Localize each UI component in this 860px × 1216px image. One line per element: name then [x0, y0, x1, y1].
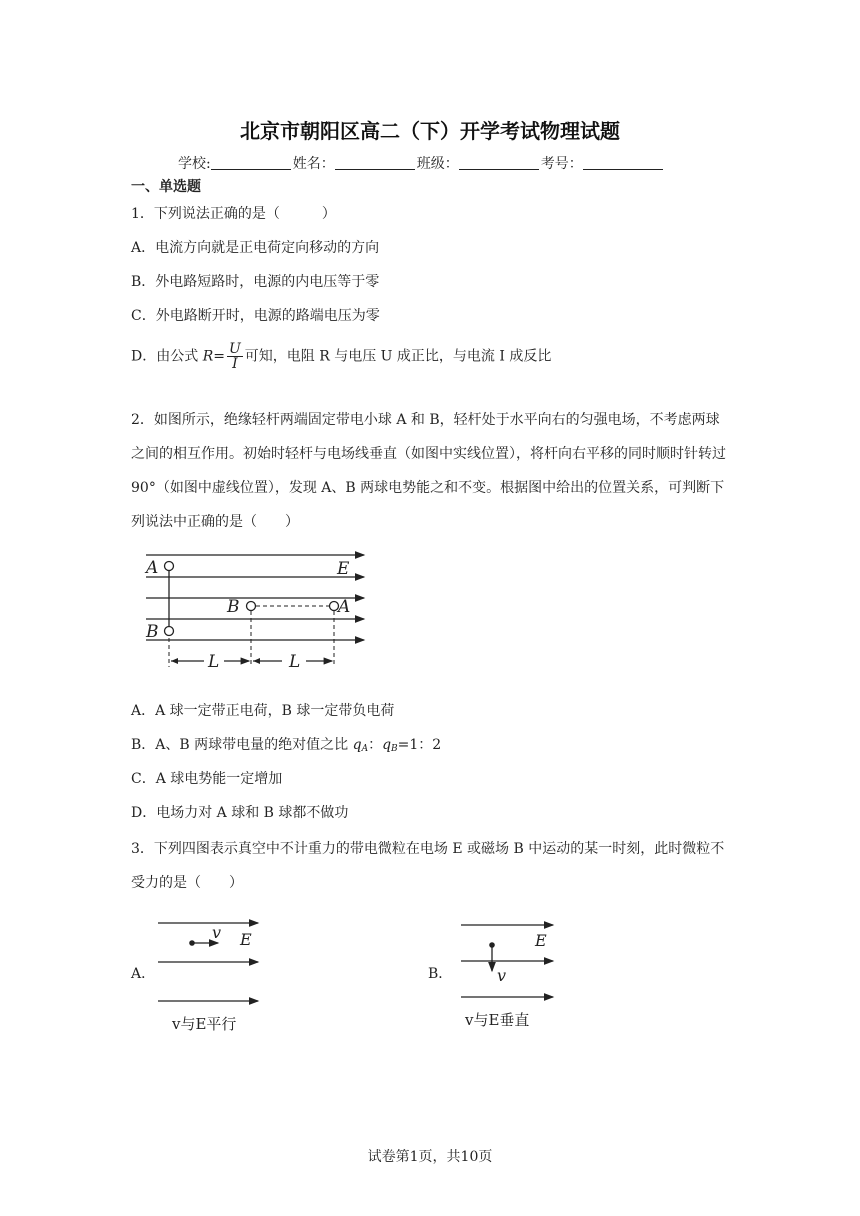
number-blank — [583, 155, 663, 170]
fig-b-e-label: E — [535, 931, 547, 950]
label-a-final: A — [338, 597, 351, 617]
q3-option-b-label: B． — [428, 966, 453, 982]
q3-option-a-label: A． — [131, 966, 156, 982]
fig-a-particle — [189, 940, 195, 946]
ball-a-initial — [165, 562, 174, 571]
q1-option-b: B．外电路短路时，电源的内电压等于零 — [131, 274, 380, 290]
q2-option-a: A．A 球一定带正电荷，B 球一定带负电荷 — [131, 703, 395, 719]
fig-a-e-label: E — [240, 930, 252, 949]
page-title: 北京市朝阳区高二（下）开学考试物理试题 — [240, 119, 620, 143]
q2-b-qb-sub: B — [391, 744, 398, 754]
label-a-initial: A — [146, 558, 159, 578]
dim-arrowhead-2 — [253, 658, 260, 664]
page-footer: 试卷第1页，共10页 — [367, 1149, 493, 1165]
class-label: 班级： — [416, 156, 459, 172]
formula-r: R — [202, 348, 214, 365]
q3-figure-b — [455, 915, 575, 1037]
fig-a-v-label: v — [212, 923, 222, 942]
student-info-line — [178, 153, 665, 173]
q2-option-d: D．电场力对 A 球和 B 球都不做功 — [131, 805, 349, 821]
q1-option-c: C．外电路断开时，电源的路端电压为零 — [131, 308, 380, 324]
dim-arrowhead-1 — [171, 658, 178, 664]
formula-denominator: I — [232, 356, 238, 372]
fig-b-v-label: v — [497, 966, 507, 985]
school-blank — [211, 155, 291, 170]
class-blank — [459, 155, 539, 170]
fig-b-particle — [489, 942, 495, 948]
section-heading: 一、单选题 — [131, 179, 201, 195]
label-b-initial: B — [146, 622, 159, 642]
q1-stem: 1．下列说法正确的是（ ） — [131, 206, 336, 222]
q2-b-suffix: =1：2 — [397, 737, 442, 753]
fig-b-caption: v与E垂直 — [465, 1011, 530, 1029]
q2-stem: 2．如图所示，绝缘轻杆两端固定带电小球 A 和 B，轻杆处于水平向右的匀强电场，不考虑两球之间的相互作用。初始时轻杆与电场线垂直（如图中实线位置），将杆向右平移的同时顺时针转过 90°（如图中虚线位置），发现 A、B 两球电势能之和不变。根据图中给出的位置关系，可判断下列说法中正确的是（ ） — [131, 412, 726, 530]
q3-figure-a — [152, 915, 272, 1037]
q1-d-suffix: 可知，电阻 R 与电压 U 成正比，与电流 I 成反比 — [244, 348, 552, 365]
q1-d-prefix: D．由公式 — [131, 348, 199, 365]
school-label: 学校: — [178, 156, 211, 172]
q3-stem: 3．下列四图表示真空中不计重力的带电微粒在电场 E 或磁场 B 中运动的某一时刻，此时微粒不受力的是（ ） — [131, 841, 725, 891]
ball-b-initial — [165, 627, 174, 636]
q2-option-b — [131, 734, 441, 754]
q2-b-prefix: B．A、B 两球带电量的绝对值之比 — [131, 737, 353, 753]
fig-a-caption: v与E平行 — [172, 1015, 237, 1033]
q2-b-qa-sub: A — [361, 744, 369, 754]
q2-b-sep: ： — [368, 737, 383, 753]
q1-option-d — [131, 342, 551, 371]
q2-b-qa: q — [352, 737, 362, 753]
name-label: 姓名： — [292, 156, 335, 172]
q2-option-c: C．A 球电势能一定增加 — [131, 771, 283, 787]
q1-option-a: A．电流方向就是正电荷定向移动的方向 — [131, 240, 380, 256]
formula-numerator: U — [228, 341, 241, 357]
name-blank — [335, 155, 415, 170]
label-e: E — [337, 559, 350, 579]
number-label: 考号： — [540, 156, 583, 172]
ball-b-final — [247, 602, 256, 611]
q2-b-qb: q — [382, 737, 392, 753]
q2-figure — [140, 545, 372, 675]
formula-fraction — [227, 342, 243, 371]
formula-eq: = — [213, 348, 225, 365]
label-b-final: B — [227, 597, 240, 617]
label-l-2: L — [289, 652, 301, 672]
label-l-1: L — [208, 652, 220, 672]
